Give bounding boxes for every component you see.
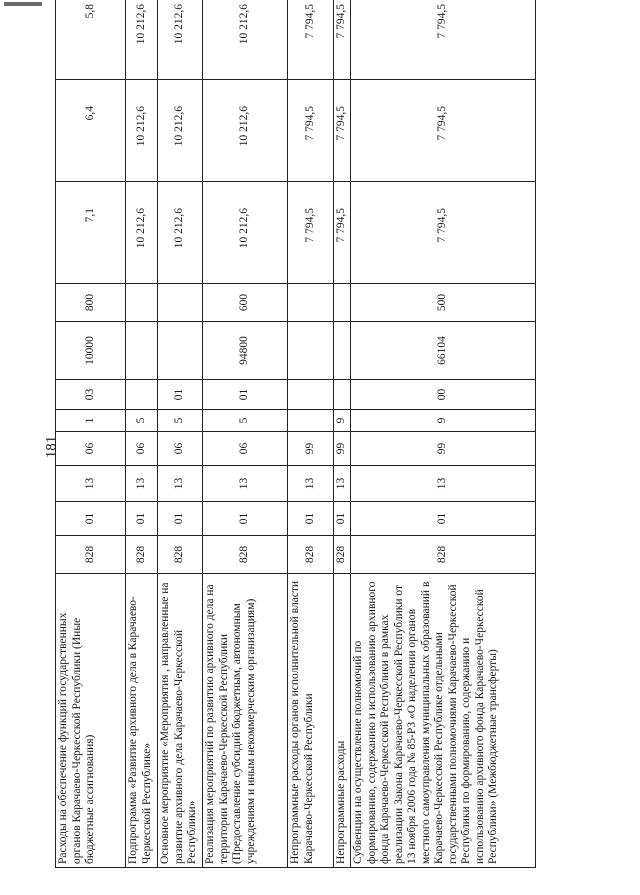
row-description: Субвенции на осуществление полномочий по формированию, содержанию и использованию архивного фонда Карачаево-Черкесской Республики в рамках реализации Закона Карачаево-Черкесской Республики от 13 ноября 2006 года № 85-РЗ «О наделении органов местного самоуправления муниципальных образований в Карачаево-Черкесской Республике отдельными государственными полномочиями Карачаево-Черкесской Республики по формированию, содержанию и использованию архивного фонда Карачаево-Черкесской Республики» (Межбюджетные трансферты): [351, 573, 536, 867]
value-cell: 10 212,6: [158, 181, 203, 283]
code-cell: 99: [334, 431, 351, 465]
code-cell: [334, 379, 351, 409]
code-cell: [126, 283, 158, 321]
value-cell: 7 794,5: [334, 181, 351, 283]
table-row: [288, 0, 334, 867]
code-cell: 06: [56, 431, 126, 465]
code-cell: 10000: [56, 321, 126, 379]
value-cell: 7 794,5: [288, 0, 334, 79]
code-cell: 828: [203, 535, 288, 573]
code-cell: 01: [334, 501, 351, 535]
row-description: Непрограммные расходы: [334, 573, 351, 867]
code-cell: 13: [56, 465, 126, 501]
value-cell: 10 212,6: [203, 0, 288, 79]
code-cell: 13: [288, 465, 334, 501]
value-cell: 7 794,5: [351, 79, 536, 181]
value-cell: 7 794,5: [351, 181, 536, 283]
code-cell: 5: [203, 409, 288, 431]
row-description: Реализация мероприятий по развитию архивного дела на территории Карачаево-Черкесской Республики (Предоставление субсидий бюджетным, автономным учреждениям и иным некоммерческим организациям): [203, 573, 288, 867]
code-cell: [158, 321, 203, 379]
table-body: [56, 0, 536, 867]
budget-table: [55, 0, 536, 868]
table-row: [203, 0, 288, 867]
rotated-page-content: [55, 3, 535, 868]
value-cell: 7 794,5: [351, 0, 536, 79]
code-cell: 13: [334, 465, 351, 501]
code-cell: 01: [158, 379, 203, 409]
scan-edge-mark: [4, 2, 42, 6]
code-cell: 99: [288, 431, 334, 465]
code-cell: 66104: [351, 321, 536, 379]
code-cell: 94800: [203, 321, 288, 379]
code-cell: 01: [203, 379, 288, 409]
value-cell: 7 794,5: [288, 181, 334, 283]
code-cell: 13: [158, 465, 203, 501]
code-cell: [126, 379, 158, 409]
row-description: Основное мероприятие «Мероприятия , направленные на развитие архивного дела Карачаево-Черкесской Республики»: [158, 573, 203, 867]
table-row: [126, 0, 158, 867]
value-cell: 7 794,5: [334, 0, 351, 79]
code-cell: 01: [288, 501, 334, 535]
value-cell: 10 212,6: [158, 0, 203, 79]
code-cell: 01: [126, 501, 158, 535]
value-cell: 10 212,6: [203, 79, 288, 181]
code-cell: 06: [126, 431, 158, 465]
code-cell: 06: [203, 431, 288, 465]
value-cell: 7,1: [56, 181, 126, 283]
code-cell: [334, 321, 351, 379]
value-cell: 7 794,5: [288, 79, 334, 181]
code-cell: 06: [158, 431, 203, 465]
code-cell: 828: [56, 535, 126, 573]
code-cell: 500: [351, 283, 536, 321]
row-description: Непрограммные расходы органов исполнительной власти Карачаево-Черкесской Республики: [288, 573, 334, 867]
code-cell: [288, 409, 334, 431]
value-cell: 10 212,6: [158, 79, 203, 181]
code-cell: 99: [351, 431, 536, 465]
code-cell: 828: [288, 535, 334, 573]
code-cell: 828: [126, 535, 158, 573]
code-cell: 13: [351, 465, 536, 501]
code-cell: [288, 321, 334, 379]
code-cell: 00: [351, 379, 536, 409]
code-cell: 03: [56, 379, 126, 409]
code-cell: 13: [126, 465, 158, 501]
code-cell: 828: [334, 535, 351, 573]
code-cell: [126, 321, 158, 379]
code-cell: 800: [56, 283, 126, 321]
value-cell: 5,8: [56, 0, 126, 79]
table-row: [56, 0, 126, 867]
code-cell: [288, 379, 334, 409]
table-row: [351, 0, 536, 867]
value-cell: 7 794,5: [334, 79, 351, 181]
table-row: [334, 0, 351, 867]
value-cell: 10 212,6: [126, 181, 158, 283]
value-cell: 10 212,6: [126, 79, 158, 181]
code-cell: 01: [203, 501, 288, 535]
page-number: 181: [43, 435, 60, 459]
value-cell: 10 212,6: [203, 181, 288, 283]
code-cell: 13: [203, 465, 288, 501]
code-cell: [158, 283, 203, 321]
code-cell: 01: [158, 501, 203, 535]
code-cell: 5: [158, 409, 203, 431]
code-cell: 828: [351, 535, 536, 573]
code-cell: [288, 283, 334, 321]
row-description: Подпрограмма «Развитие архивного дела в Карачаево-Черкесской Республике»: [126, 573, 158, 867]
code-cell: 5: [126, 409, 158, 431]
code-cell: 600: [203, 283, 288, 321]
row-description: Расходы на обеспечение функций государственных органов Карачаево-Черкесской Республики (Иные бюджетные ассигнования): [56, 573, 126, 867]
code-cell: 828: [158, 535, 203, 573]
code-cell: 01: [56, 501, 126, 535]
code-cell: 01: [351, 501, 536, 535]
value-cell: 10 212,6: [126, 0, 158, 79]
value-cell: 6,4: [56, 79, 126, 181]
code-cell: 9: [351, 409, 536, 431]
code-cell: 1: [56, 409, 126, 431]
code-cell: [334, 283, 351, 321]
table-row: [158, 0, 203, 867]
code-cell: 9: [334, 409, 351, 431]
